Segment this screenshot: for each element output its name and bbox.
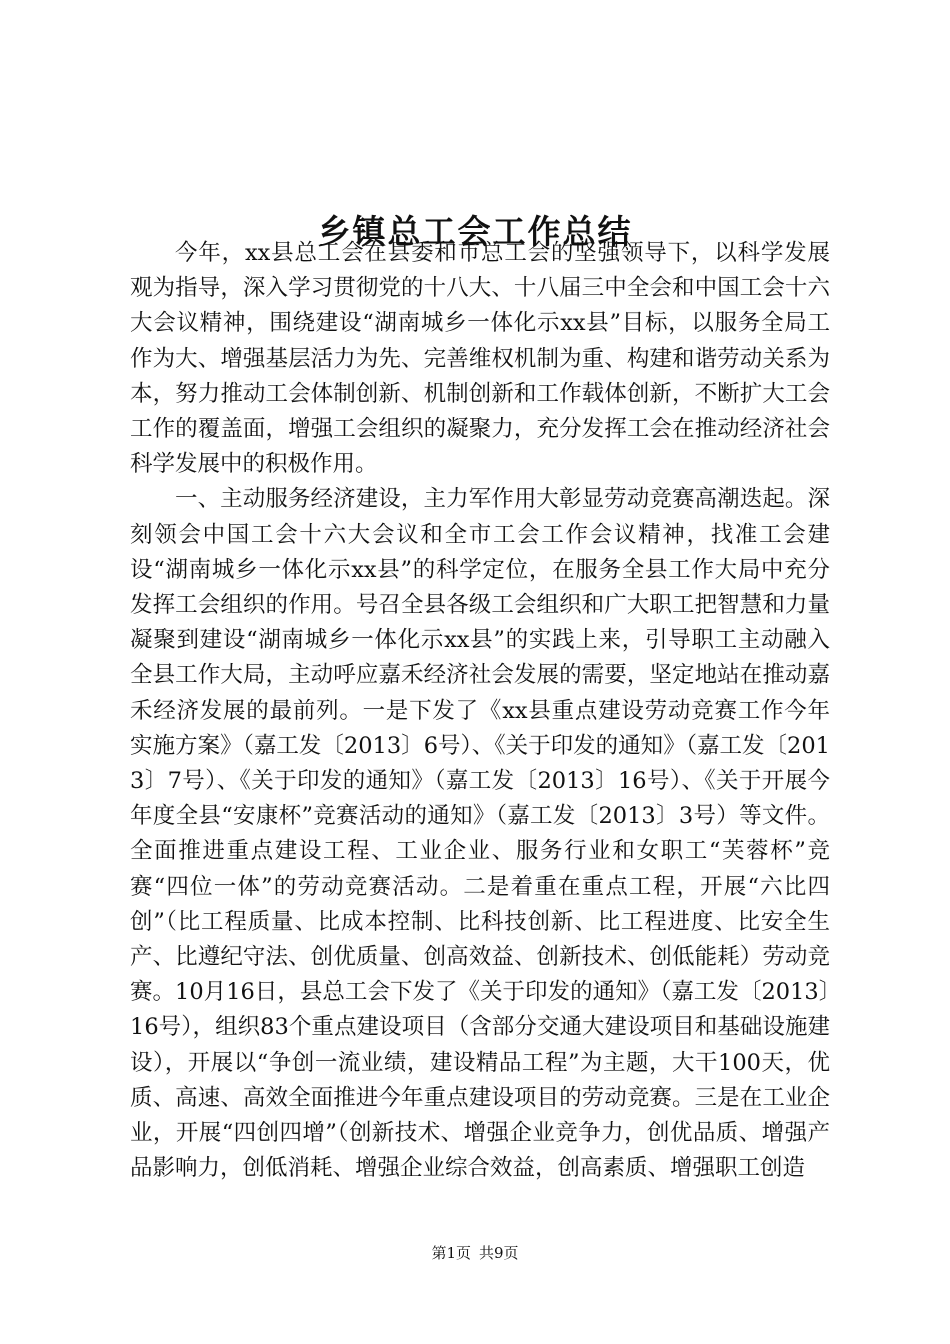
page-footer bbox=[0, 1243, 950, 1263]
document-body bbox=[130, 236, 830, 1186]
body-paragraph: 一、主动服务经济建设，主力军作用大彰显劳动竞赛高潮迭起。深刻领会中国工会十六大会议和全市工会工作会议精神，找准工会建设“湖南城乡一体化示xx县”的科学定位，在服务全县工作大局中充分发挥工会组织的作用。号召全县各级工会组织和广大职工把智慧和力量凝聚到建设“湖南城乡一体化示xx县”的实践上来，引导职工主动融入全县工作大局，主动呼应嘉禾经济社会发展的需要，坚定地站在推动嘉禾经济发展的最前列。一是下发了《xx县重点建设劳动竞赛工作今年实施方案》（嘉工发〔2013〕6号）、《关于印发的通知》（嘉工发〔2013〕7号）、《关于印发的通知》（嘉工发〔2013〕16号）、《关于开展今年度全县“安康杯”竞赛活动的通知》（嘉工发〔2013〕3号）等文件。全面推进重点建设工程、工业企业、服务行业和女职工“芙蓉杯”竞赛“四位一体”的劳动竞赛活动。二是着重在重点工程，开展“六比四创”（比工程质量、比成本控制、比科技创新、比工程进度、比安全生产、比遵纪守法、创优质量、创高效益、创新技术、创低能耗）劳动竞赛。10月16日，县总工会下发了《关于印发的通知》（嘉工发〔2013〕16号），组织83个重点建设项目（含部分交通大建设项目和基础设施建设），开展以“争创一流业绩，建设精品工程”为主题，大干100天，优质、高速、高效全面推进今年重点建设项目的劳动竞赛。三是在工业企业，开展“四创四增”（创新技术、增强企业竞争力，创优品质、增强产品影响力，创低消耗、增强企业综合效益，创高素质、增强职工创造 bbox=[130, 486, 830, 1182]
document-title: 乡镇总工会工作总结 bbox=[317, 212, 633, 252]
body-paragraph: 今年，xx县总工会在县委和市总工会的坚强领导下，以科学发展观为指导，深入学习贯彻党的十八大、十八届三中全会和中国工会十六大会议精神，围绕建设“湖南城乡一体化示xx县”目标，以服务全局工作为大、增强基层活力为先、完善维权机制为重、构建和谐劳动关系为本，努力推动工会体制创新、机制创新和工作载体创新，不断扩大工会工作的覆盖面，增强工会组织的凝聚力，充分发挥工会在推动经济社会科学发展中的积极作用。 bbox=[130, 240, 830, 478]
page-number: 第1页 bbox=[431, 1244, 471, 1262]
page-total: 共9页 bbox=[479, 1244, 519, 1262]
